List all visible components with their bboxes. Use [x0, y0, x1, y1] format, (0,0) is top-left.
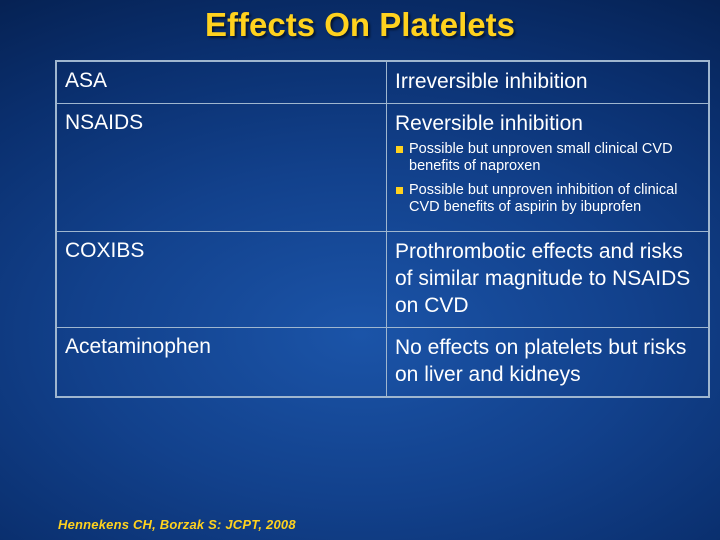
table-row	[57, 62, 709, 104]
table-row	[57, 328, 709, 397]
drug-label: ASA	[65, 69, 108, 92]
effect-cell	[387, 62, 709, 104]
list-item	[395, 182, 702, 216]
square-bullet-icon	[396, 146, 403, 153]
subpoint-list	[395, 141, 702, 216]
effect-label: Prothrombotic effects and risks of similar magnitude to NSAIDS on CVD	[395, 240, 691, 317]
drug-cell	[57, 232, 387, 328]
effect-cell	[387, 232, 709, 328]
drug-cell	[57, 104, 387, 232]
table-row	[57, 232, 709, 328]
list-item-label: Possible but unproven inhibition of clinical CVD benefits of aspirin by ibuprofen	[409, 182, 678, 215]
drug-cell	[57, 328, 387, 397]
list-item-label: Possible but unproven small clinical CVD benefits of naproxen	[409, 141, 673, 174]
page-title: Effects On Platelets	[205, 6, 515, 43]
effect-label: No effects on platelets but risks on liver and kidneys	[395, 336, 687, 386]
drug-label: NSAIDS	[65, 111, 144, 134]
citation: Hennekens CH, Borzak S: JCPT, 2008	[58, 517, 296, 532]
list-item	[395, 141, 702, 175]
effect-cell	[387, 328, 709, 397]
square-bullet-icon	[396, 187, 403, 194]
effect-label: Reversible inhibition	[395, 112, 583, 135]
drug-label: Acetaminophen	[65, 335, 211, 358]
table-row	[57, 104, 709, 232]
effect-cell	[387, 104, 709, 232]
drug-cell	[57, 62, 387, 104]
effect-label: Irreversible inhibition	[395, 70, 588, 93]
drug-label: COXIBS	[65, 239, 145, 262]
effects-table	[55, 60, 710, 398]
